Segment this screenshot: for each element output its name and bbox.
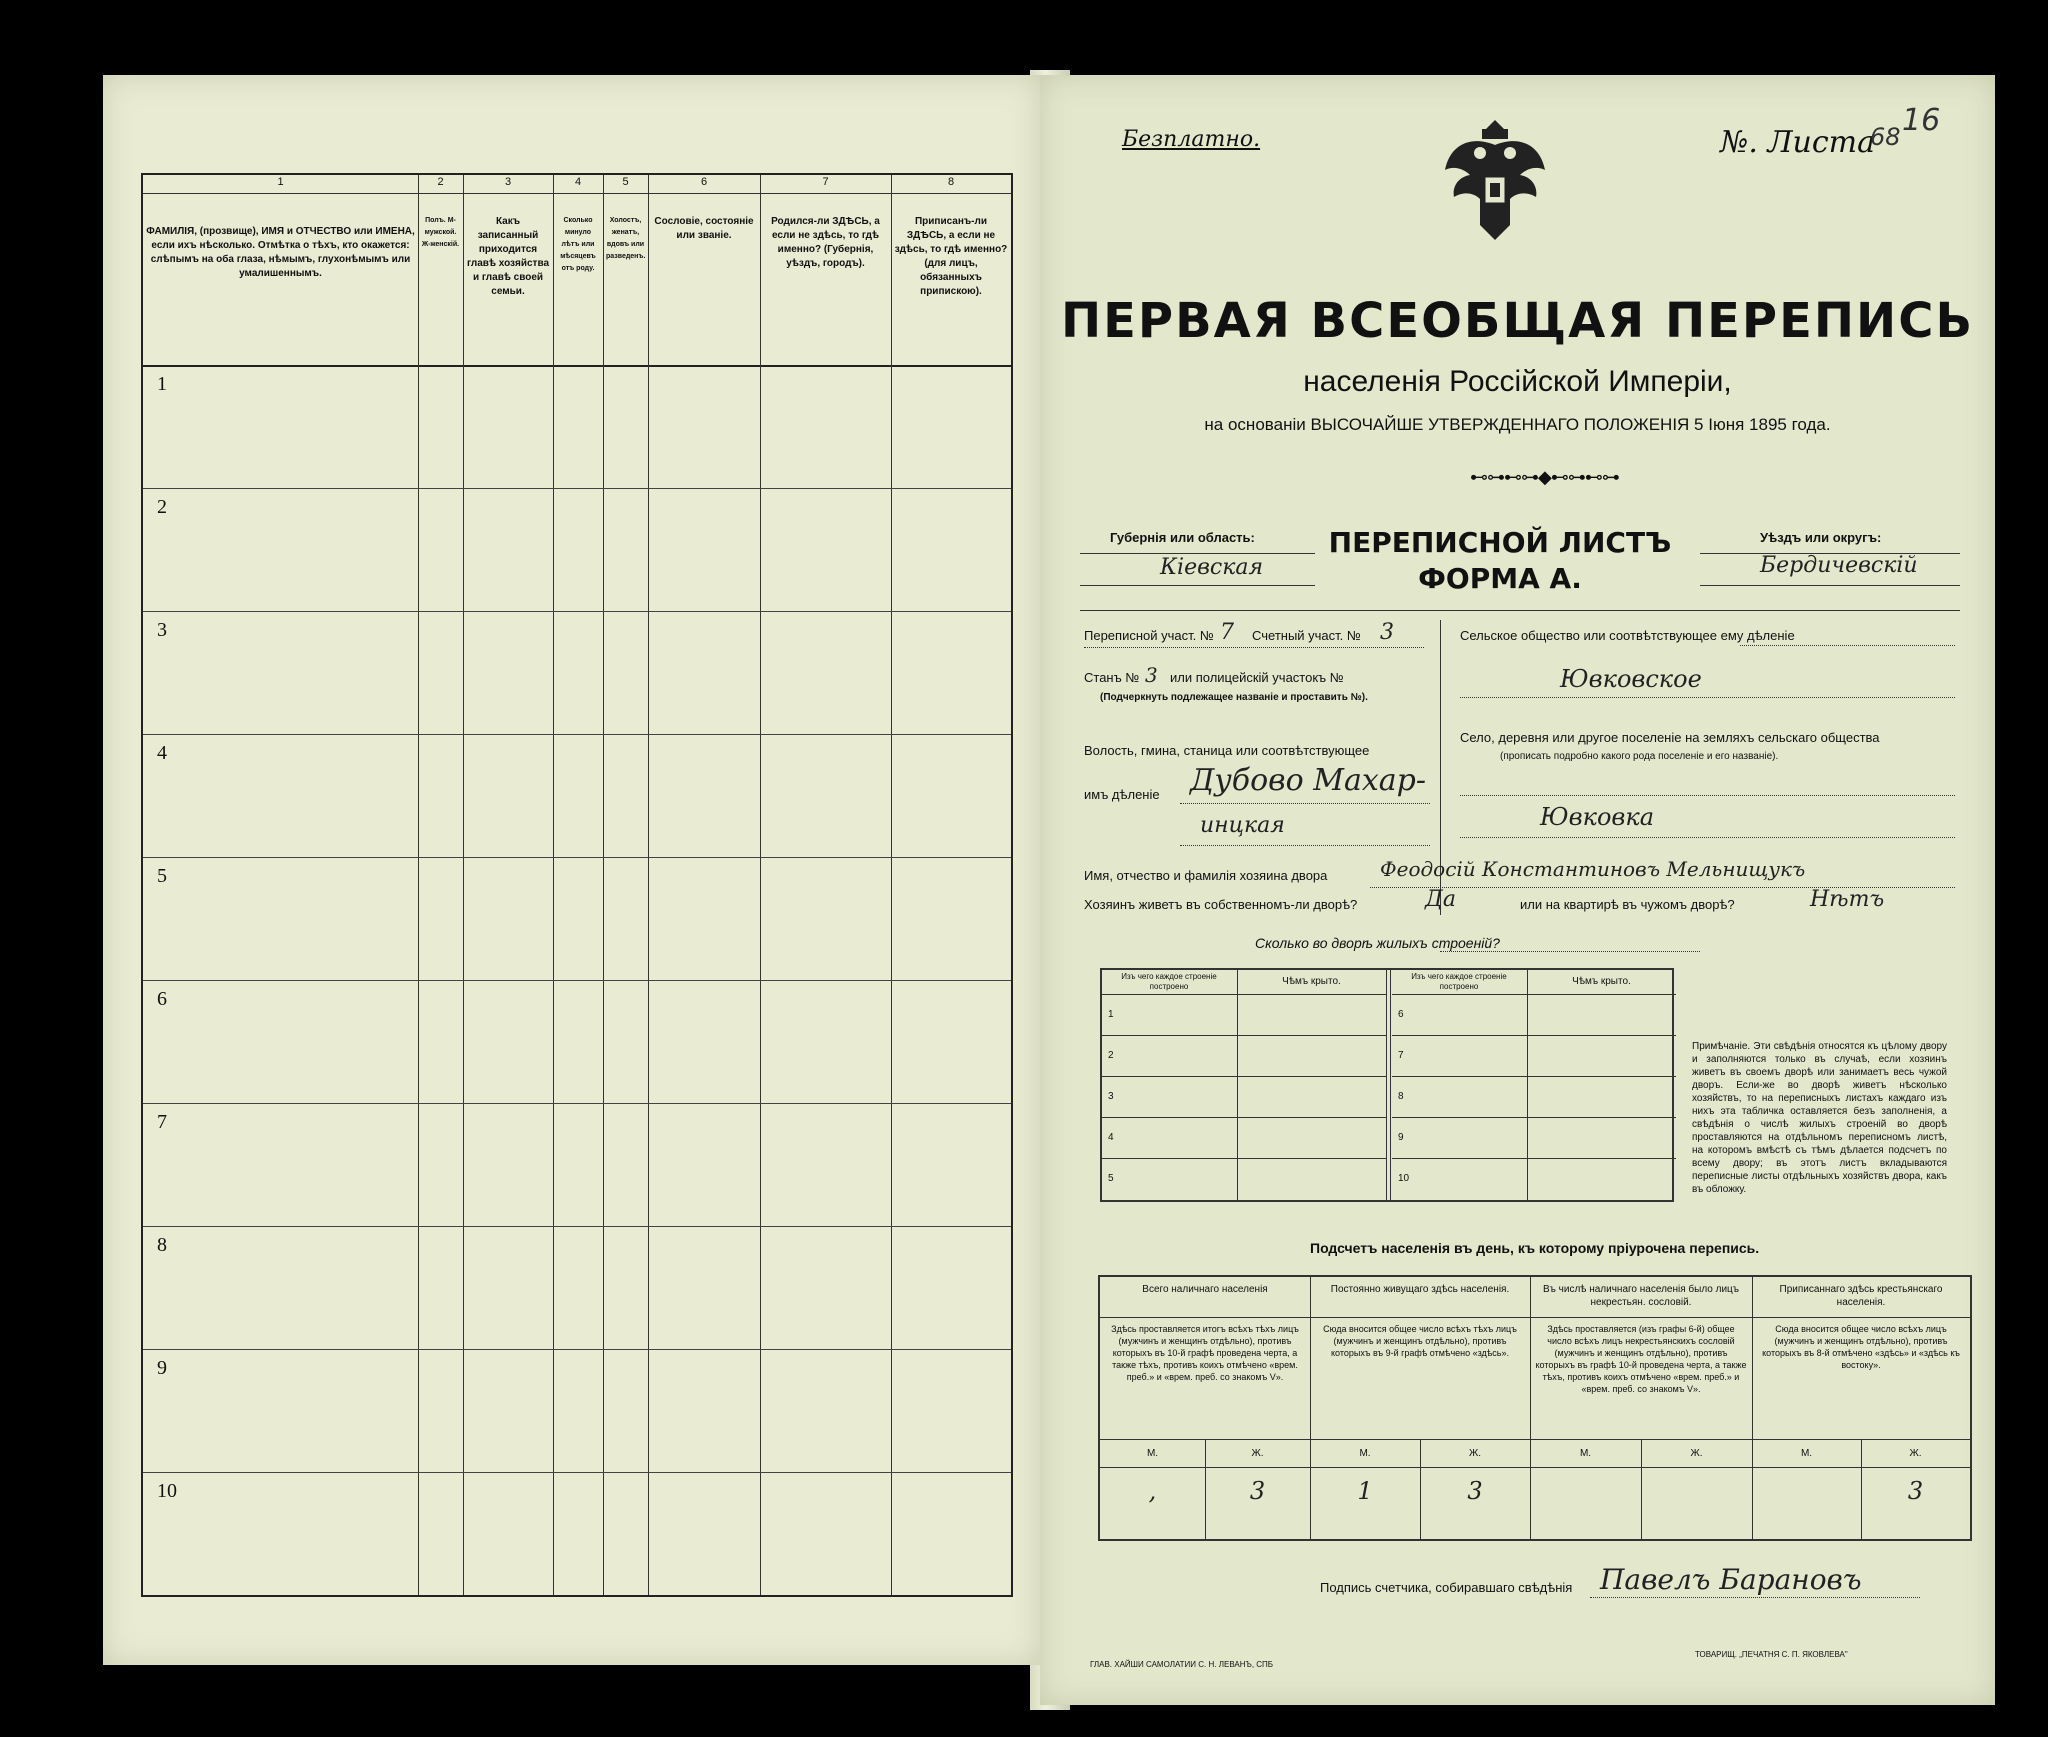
volost-value-2: инцкая [1200, 813, 1285, 838]
count-value: 3 [1907, 1477, 1924, 1505]
column-number: 2 [437, 176, 444, 188]
count-section-value: 3 [1380, 620, 1394, 645]
column-divider [1527, 970, 1528, 1200]
printer-right: ТОВАРИЩ. „ПЕЧАТНЯ С. П. ЯКОВЛЕВА" [1695, 1650, 1848, 1659]
building-row-number: 9 [1398, 1132, 1404, 1143]
district-label: Уѣздъ или округъ: [1760, 530, 1882, 545]
column-divider [760, 175, 761, 1595]
row-line [1102, 1158, 1386, 1159]
volost-label-2: имъ дѣленіе [1084, 787, 1160, 802]
count-description: Сюда вносится общее число всѣхъ лицъ (мужчинъ и женщинъ отдѣльно), противъ которыхъ въ 8-й отмѣчено «здѣсь» и «здѣсь къ востоку». [1762, 1324, 1960, 1370]
household-members-table [141, 173, 1013, 1597]
group-divider [1752, 1277, 1753, 1539]
row-line [1392, 1076, 1676, 1077]
column-header: ФАМИЛІЯ, (прозвище), ИМЯ и ОТЧЕСТВО или ИМЕНА, если ихъ нѣсколько. Отмѣтка о тѣхъ, кто окажется: слѣпымъ на оба глаза, нѣмымъ, глухонѣмымъ или умалишеннымъ. [146, 226, 415, 279]
header-line [1100, 1317, 1970, 1318]
police-station-label: или полицейскій участокъ № [1170, 670, 1344, 685]
column-number: 7 [822, 176, 829, 188]
row-divider [143, 1103, 1011, 1104]
column-header: Сословіе, состояніе или званіе. [654, 216, 754, 241]
count-value: , [1148, 1477, 1157, 1505]
district-value: Бердичевскій [1760, 553, 1918, 578]
count-value: 3 [1249, 1477, 1266, 1505]
building-row-number: 2 [1108, 1050, 1114, 1061]
built-header: Изъ чего каждое строеніе построено [1411, 972, 1507, 991]
form-title [1310, 525, 1690, 597]
column-header: Холостъ, женатъ, вдовъ или разведенъ. [606, 217, 646, 260]
printer-left: ГЛАВ. ХАЙШИ САМОЛАТИИ С. Н. ЛЕВАНЪ, СПБ [1090, 1660, 1274, 1669]
roof-header: Чѣмъ крыто. [1572, 976, 1631, 987]
header-line [1102, 994, 1386, 995]
volost-label: Волость, гмина, станица или соотвѣтствующее [1084, 743, 1370, 758]
count-header: Всего наличнаго населенія [1142, 1284, 1268, 1295]
village-value: Ювковка [1540, 803, 1654, 831]
stan-label: Станъ № [1084, 670, 1140, 685]
row-number: 4 [157, 742, 167, 764]
count-header: Приписаннаго здѣсь крестьянскаго населенія. [1779, 1284, 1943, 1308]
legal-basis: на основаніи ВЫСОЧАЙШЕ УТВЕРЖДЕННАГО ПОЛОЖЕНІЯ 5 Іюня 1895 года. [1204, 415, 1831, 434]
row-divider [143, 1472, 1011, 1473]
sex-label: Ж. [1251, 1448, 1264, 1459]
rural-society-value: Ювковское [1560, 665, 1702, 693]
own-yard-label: Хозяинъ живетъ въ собственномъ-ли дворѣ? [1084, 897, 1358, 912]
rural-society-label: Сельское общество или соотвѣтствующее ему дѣленіе [1460, 628, 1795, 643]
buildings-label: Сколько во дворѣ жилыхъ строеній? [1255, 935, 1500, 951]
count-description: Здѣсь проставляется (изъ графы 6-й) общее число всѣхъ лицъ некрестьянскихъ сословій (мужчинъ и женщинъ отдѣльно), противъ которыхъ въ графѣ 10-й проведена черта, а также тѣхъ, противъ коихъ отмѣчено «врем. преб.» и «врем. преб. со знакомъ V». [1535, 1324, 1747, 1394]
sheet-number-value: 68 [1870, 123, 1901, 151]
column-header: Какъ записанный приходится главѣ хозяйства и главѣ своей семьи. [466, 216, 550, 297]
column-number: 4 [574, 176, 582, 188]
count-section-label: Счетный участ. № [1252, 628, 1361, 643]
building-row-number: 8 [1398, 1091, 1404, 1102]
free-label: Безплатно. [1122, 127, 1261, 152]
row-divider [143, 1349, 1011, 1350]
count-value: 1 [1357, 1477, 1373, 1505]
signature-value: Павелъ Барановъ [1600, 1563, 1862, 1596]
table-divider [1386, 970, 1387, 1200]
row-divider [143, 1226, 1011, 1227]
column-header: Полъ. М-мужской. Ж-женскій. [421, 217, 460, 248]
row-divider [143, 734, 1011, 735]
column-divider [463, 175, 464, 1595]
built-header: Изъ чего каждое строеніе построено [1121, 972, 1217, 991]
volost-value-1: Дубово Махар- [1190, 763, 1426, 798]
column-number: 5 [622, 176, 629, 188]
row-line [1102, 1117, 1386, 1118]
column-divider [1237, 970, 1238, 1200]
row-number: 2 [157, 496, 167, 518]
column-divider [418, 175, 419, 1595]
row-divider [143, 611, 1011, 612]
sex-label: М. [1359, 1448, 1371, 1459]
underline-note: (Подчеркнуть подлежащее названіе и проставить №). [1100, 692, 1368, 703]
row-line [1392, 1117, 1676, 1118]
right-page [1040, 75, 1995, 1705]
column-number: 3 [504, 176, 512, 188]
rent-value: Нѣтъ [1810, 887, 1885, 912]
sex-label: М. [1146, 1448, 1159, 1459]
form-title-line1: ПЕРЕПИСНОЙ ЛИСТЪ [1328, 526, 1672, 559]
building-row-number: 4 [1108, 1132, 1114, 1143]
rent-label: или на квартирѣ въ чужомъ дворѣ? [1520, 897, 1735, 912]
column-number: 8 [947, 176, 955, 188]
table-divider [1390, 970, 1391, 1200]
sex-label: Ж. [1690, 1448, 1703, 1459]
row-number: 9 [157, 1357, 167, 1379]
owner-label: Имя, отчество и фамилія хозяина двора [1084, 868, 1328, 883]
signature-label: Подпись счетчика, собиравшаго свѣдѣнія [1320, 1580, 1573, 1595]
column-divider [648, 175, 649, 1595]
owner-value: Феодосій Константиновъ Мельнищукъ [1380, 857, 1806, 881]
sex-label: М. [1579, 1448, 1592, 1459]
header-line [1392, 994, 1676, 995]
row-number: 3 [157, 619, 167, 641]
building-row-number: 7 [1398, 1050, 1404, 1061]
count-description: Здѣсь проставляется итогъ всѣхъ тѣхъ лицъ (мужчинъ и женщинъ отдѣльно), противъ которыхъ въ 10-й графѣ проведена черта, а также тѣхъ, противъ коихъ отмѣчено «врем. преб.» и «врем. преб. со знакомъ V». [1111, 1324, 1299, 1382]
group-divider [1530, 1277, 1531, 1539]
count-description: Сюда вносится общее число всѣхъ тѣхъ лицъ (мужчинъ и женщинъ отдѣльно), противъ которыхъ въ 9-й графѣ отмѣчено «здѣсь». [1323, 1324, 1517, 1358]
building-row-number: 5 [1108, 1173, 1114, 1184]
row-number: 6 [157, 988, 167, 1010]
row-number: 8 [157, 1234, 167, 1256]
count-title: Подсчетъ населенія въ день, къ которому пріурочена перепись. [1310, 1240, 1760, 1256]
province-value: Кіевская [1160, 555, 1264, 580]
sex-label: Ж. [1468, 1448, 1481, 1459]
population-count-table [1098, 1275, 1972, 1541]
row-divider [143, 980, 1011, 981]
ornament-divider: ⊷⊶⊷⊶◆⊷⊶⊷⊶ [1470, 467, 1619, 488]
building-row-number: 6 [1398, 1009, 1404, 1020]
roof-header: Чѣмъ крыто. [1282, 976, 1341, 987]
page-number: 16 [1902, 103, 1941, 138]
row-line [1392, 1035, 1676, 1036]
buildings-note: Примѣчаніе. Эти свѣдѣнія относятся къ цѣлому двору и заполняются только въ случаѣ, если хозяинъ живетъ въ своемъ дворѣ или занимаетъ весь чужой дворъ. Если-же во дворѣ живетъ нѣсколько хозяйствъ, то на переписныхъ листахъ каждаго изъ нихъ эта табличка оставляется безъ заполненія, а свѣдѣнія о числѣ жилыхъ строеній во дворѣ проставляются на отдѣльномъ переписномъ листѣ, на которомъ вмѣстѣ съ тѣмъ дѣлается подсчетъ по всему двору; въ этотъ листъ вкладываются переписные листы отдѣльныхъ хозяйствъ двора, какъ въ обложку. [1692, 1041, 1947, 1195]
count-value: 3 [1467, 1477, 1483, 1505]
column-number: 1 [277, 176, 284, 188]
row-number: 1 [157, 373, 167, 395]
column-divider [603, 175, 604, 1595]
village-note: (прописать подробно какого рода поселеніе и его названіе). [1500, 751, 1779, 762]
sheet-number-label: №. Листа [1720, 125, 1875, 160]
building-row-number: 3 [1108, 1091, 1114, 1102]
own-yard-value: Да [1425, 887, 1457, 912]
building-row-number: 10 [1398, 1173, 1410, 1184]
row-number: 10 [157, 1480, 177, 1502]
buildings-table [1100, 968, 1674, 1202]
row-divider [143, 857, 1011, 858]
row-line [1392, 1158, 1676, 1159]
row-number: 5 [157, 865, 167, 887]
column-header: Приписанъ-ли ЗДѢСЬ, а если не здѣсь, то гдѣ именно? (для лицъ, обязанныхъ припискою). [894, 216, 1008, 297]
row-divider [143, 488, 1011, 489]
province-label: Губернія или область: [1110, 530, 1255, 545]
desc-line [1100, 1439, 1970, 1440]
column-number: 6 [700, 176, 708, 188]
sex-label: Ж. [1909, 1448, 1922, 1459]
building-row-number: 1 [1108, 1009, 1114, 1020]
village-label: Село, деревня или другое поселеніе на земляхъ сельскаго общества [1460, 730, 1880, 745]
row-line [1102, 1035, 1386, 1036]
column-header: Родился-ли ЗДѢСЬ, а если не здѣсь, то гдѣ именно? (Губернія, уѣздъ, городъ). [771, 216, 880, 269]
stan-value: 3 [1145, 663, 1158, 687]
form-title-line2: ФОРМА А. [1418, 562, 1582, 595]
census-subtitle: населенія Россійской Имперіи, [1303, 365, 1732, 398]
census-title: ПЕРВАЯ ВСЕОБЩАЯ ПЕРЕПИСЬ [1060, 293, 1975, 349]
row-number: 7 [157, 1111, 167, 1133]
column-header: Сколько минуло лѣтъ или мѣсяцевъ отъ роду. [560, 217, 596, 272]
census-section-value: 7 [1220, 620, 1234, 645]
column-divider [891, 175, 892, 1595]
count-header: Постоянно живущаго здѣсь населенія. [1330, 1284, 1510, 1295]
row-line [1102, 1076, 1386, 1077]
column-divider [553, 175, 554, 1595]
double-headed-eagle-emblem [1440, 115, 1550, 245]
sex-label: М. [1800, 1448, 1813, 1459]
sex-line [1100, 1467, 1970, 1468]
census-section-label: Переписной участ. № [1084, 628, 1214, 643]
count-header: Въ числѣ наличнаго населенія было лицъ некрестьян. сословій. [1542, 1284, 1740, 1308]
left-page [103, 75, 1040, 1665]
